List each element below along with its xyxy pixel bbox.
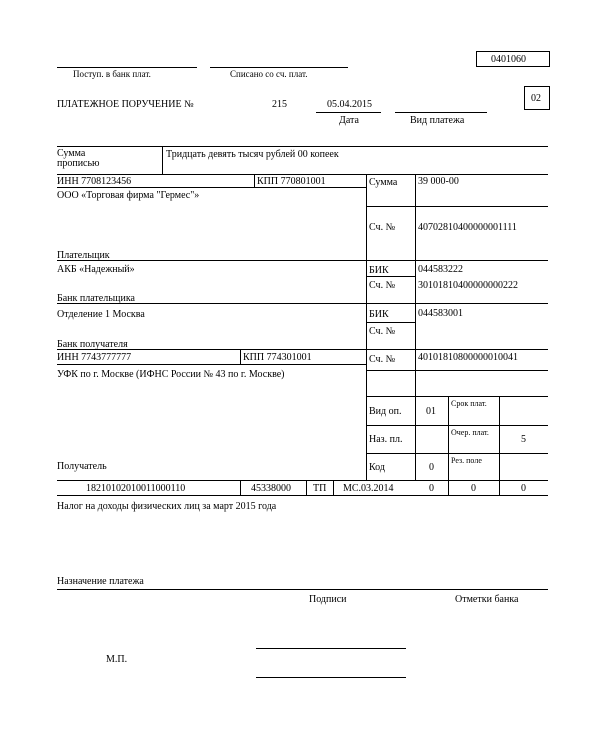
page-title: ПЛАТЕЖНОЕ ПОРУЧЕНИЕ №: [57, 99, 194, 110]
recipient-acc-label: Сч. №: [369, 354, 396, 365]
payer-inn: ИНН 7708123456: [57, 176, 132, 187]
divider: [240, 480, 241, 495]
payer-account-value: 40702810400000001111: [418, 222, 517, 233]
date-label: Дата: [339, 115, 359, 126]
payer-bank-acc-label: Сч. №: [369, 280, 396, 291]
payment-date: 05.04.2015: [327, 99, 372, 110]
divider: [57, 174, 548, 175]
recipient-bank-acc-label: Сч. №: [369, 326, 396, 337]
code-value: 0: [429, 462, 434, 473]
divider: [366, 453, 548, 454]
basis-code: ТП: [313, 483, 327, 494]
divider: [366, 174, 367, 480]
divider: [366, 396, 548, 397]
code-label: Код: [369, 462, 385, 473]
amount-words-value: Тридцать девять тысяч рублей 00 копеек: [166, 149, 339, 160]
recipient-acc-value: 40101810800000010041: [418, 352, 518, 363]
date-line: [316, 112, 381, 113]
divider: [57, 480, 548, 481]
op-type-value: 01: [426, 406, 436, 417]
sum-label: Сумма: [369, 177, 398, 188]
divider: [57, 260, 548, 261]
kbk-code: 18210102010011000110: [86, 483, 186, 494]
amount-words-label: Сумма прописью: [57, 148, 100, 169]
payment-kind: 0: [521, 483, 526, 494]
recipient-bank-bik-value: 044583001: [418, 308, 463, 319]
payer-bank-bik-label: БИК: [369, 265, 389, 276]
divider: [57, 349, 548, 350]
payment-type-label: Вид платежа: [410, 115, 465, 126]
payer-name: ООО «Торговая фирма "Гермес"»: [57, 190, 200, 201]
purpose-code-label: Наз. пл.: [369, 434, 403, 445]
divider: [333, 480, 334, 495]
oktmo-code: 45338000: [251, 483, 291, 494]
payer-bank-acc-value: 30101810400000000222: [418, 280, 518, 291]
purpose-text: Налог на доходы физических лиц за март 2015 года: [57, 501, 277, 512]
recipient-inn: ИНН 7743777777: [57, 352, 132, 363]
divider: [240, 349, 241, 364]
payer-bank-name: АКБ «Надежный»: [57, 264, 135, 275]
doc-date: 0: [471, 483, 476, 494]
divider: [57, 364, 366, 365]
recipient-kpp: КПП 774301001: [243, 352, 312, 363]
debited-line: [210, 67, 348, 68]
purpose-label: Назначение платежа: [57, 576, 144, 587]
recipient-bank-name: Отделение 1 Москва: [57, 309, 145, 320]
recipient-bank-bik-label: БИК: [369, 309, 389, 320]
divider: [306, 480, 307, 495]
op-type-label: Вид оп.: [369, 406, 402, 417]
status-code: 02: [531, 93, 541, 104]
reserve-label: Рез. поле: [451, 456, 482, 465]
divider: [57, 589, 548, 590]
recipient-bank-label: Банк получателя: [57, 339, 128, 350]
divider: [366, 370, 548, 371]
divider: [448, 396, 449, 495]
recipient-label: Получатель: [57, 461, 107, 472]
payer-account-label: Сч. №: [369, 222, 396, 233]
tax-period: МС.03.2014: [343, 483, 394, 494]
divider: [57, 187, 366, 188]
order-value: 5: [521, 434, 526, 445]
sum-value: 39 000-00: [418, 176, 459, 187]
recipient-name: УФК по г. Москве (ИФНС России № 43 по г. Москве): [57, 369, 285, 380]
order-label: Очер. плат.: [451, 428, 489, 437]
payer-bank-bik-value: 044583222: [418, 264, 463, 275]
divider: [366, 322, 415, 323]
signature-line-2: [256, 677, 406, 678]
due-date-label: Срок плат.: [451, 399, 487, 408]
divider: [254, 174, 255, 187]
received-label: Поступ. в банк плат.: [73, 69, 151, 79]
divider: [366, 206, 548, 207]
stamp-label: М.П.: [106, 654, 128, 665]
payment-type-line: [395, 112, 487, 113]
divider: [57, 495, 548, 496]
payer-bank-label: Банк плательщика: [57, 293, 135, 304]
payer-label: Плательщик: [57, 250, 110, 261]
signature-line-1: [256, 648, 406, 649]
payment-number: 215: [272, 99, 287, 110]
divider: [366, 276, 415, 277]
divider: [57, 146, 548, 147]
signatures-label: Подписи: [309, 594, 347, 605]
form-code: 0401060: [491, 54, 526, 65]
bank-marks-label: Отметки банка: [455, 594, 519, 605]
divider: [415, 174, 416, 206]
divider: [499, 396, 500, 495]
received-line: [57, 67, 197, 68]
divider: [162, 146, 163, 174]
divider: [366, 425, 548, 426]
doc-number: 0: [429, 483, 434, 494]
divider: [415, 206, 416, 480]
payer-kpp: КПП 770801001: [257, 176, 326, 187]
debited-label: Списано со сч. плат.: [230, 69, 308, 79]
